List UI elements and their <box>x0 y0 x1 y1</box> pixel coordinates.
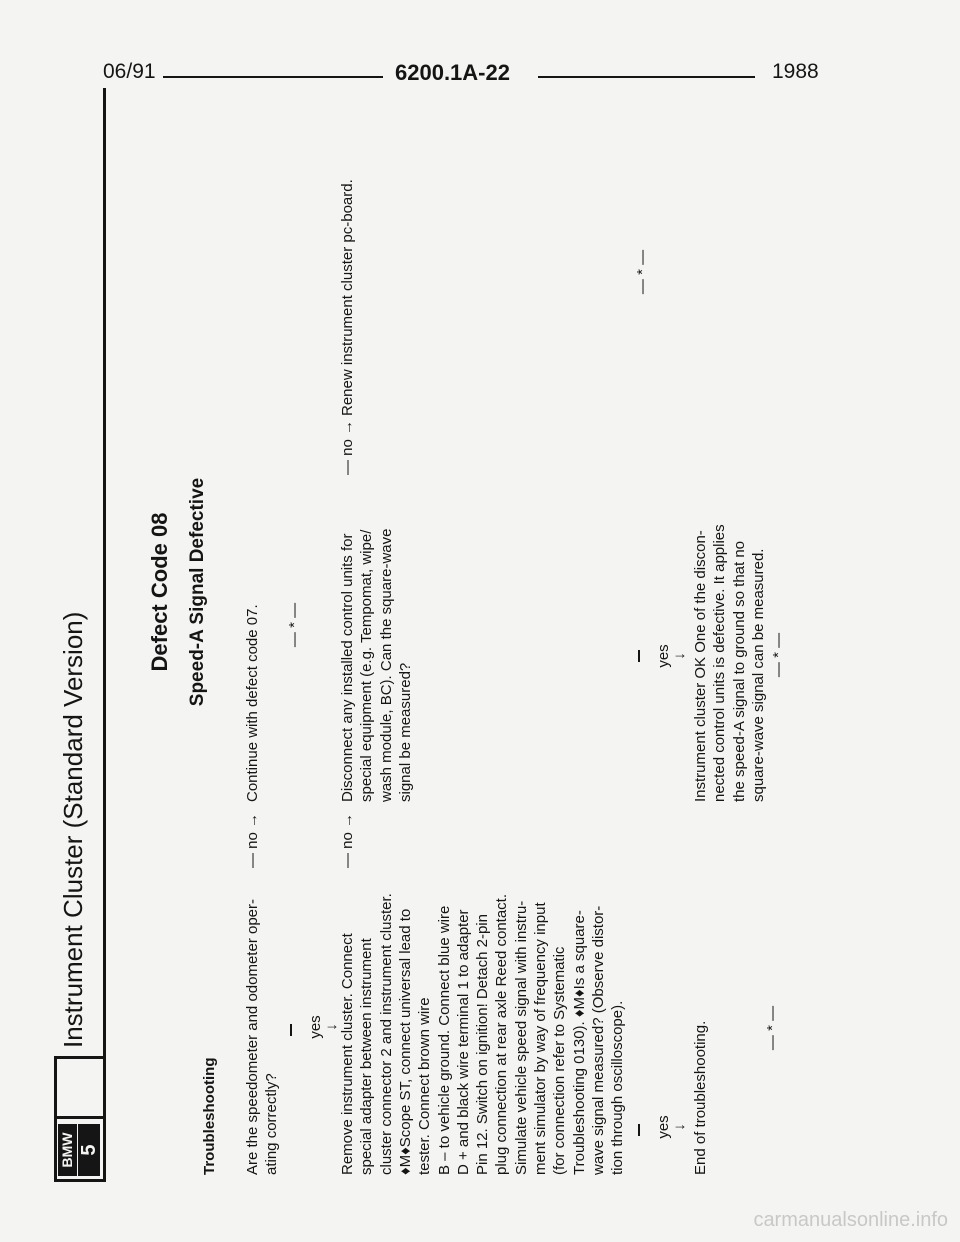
flow-line-1 <box>290 1024 292 1036</box>
step2-line-1: Remove instrument cluster. Connect <box>339 933 356 1175</box>
down-arrow-1: ↓ <box>323 1023 340 1031</box>
down-arrow-2: ↓ <box>671 1123 688 1131</box>
step2-line-7: D + and black wire terminal 1 to adapter <box>455 909 472 1175</box>
bmw-series-badge <box>54 1056 106 1182</box>
flow-line-2 <box>638 1124 640 1136</box>
step2-line-2: special adapter between instrument <box>358 938 375 1175</box>
step2-line-12: (for connection refer to Systematic <box>551 946 568 1175</box>
q1-line-2: ating correctly? <box>263 1073 280 1175</box>
header-year: 1988 <box>772 60 819 83</box>
badge-logo-cell <box>57 1116 103 1179</box>
no-branch-1: — no → <box>244 812 261 868</box>
page-title: Instrument Cluster (Standard Version) <box>58 611 88 1048</box>
down-arrow-3: ↓ <box>671 652 688 660</box>
ok-line-3: the speed-A signal to ground so that no <box>731 540 748 802</box>
section-heading: Troubleshooting <box>201 1057 218 1175</box>
ok-end-mark: — * — <box>770 632 787 678</box>
end-mark-3: — * — <box>634 249 651 295</box>
step2-line-9: plug connection at rear axle Reed contact. <box>493 893 510 1175</box>
step2-line-3: cluster connector 2 and instrument cluster. <box>378 893 395 1175</box>
flow-line-3 <box>638 650 640 662</box>
header-doc-code: 6200.1A-22 <box>395 60 510 85</box>
step2-line-14: wave signal measured? (Observe distor- <box>590 905 607 1175</box>
step2-line-11: ment simulator by way of frequency input <box>532 902 549 1175</box>
answer-1: Continue with defect code 07. <box>244 604 261 802</box>
step2-line-5: tester. Connect brown wire <box>416 997 433 1175</box>
defect-subtitle: Speed-A Signal Defective <box>187 477 208 707</box>
ok-line-2: nected control units is defective. It applies <box>711 524 728 802</box>
step3-line-3: wash module, BC). Can the square-wave <box>378 528 395 802</box>
yes-label-1: yes <box>307 1015 324 1039</box>
yes-label-2: yes <box>655 1115 672 1139</box>
step2-line-13: Troubleshooting 0130). ♦M♦Is a square- <box>571 910 588 1175</box>
badge-brand: BMW <box>58 1124 77 1176</box>
step3-line-2: special equipment (e.g. Tempomat, wipe/ <box>358 529 375 802</box>
step2-line-15: tion through oscilloscope). <box>609 1000 626 1175</box>
end-mark-1: — * — <box>286 602 303 648</box>
ok-line-4: square-wave signal can be measured. <box>750 548 767 802</box>
answer-3: Renew instrument cluster pc-board. <box>339 179 356 416</box>
end-of-troubleshooting: End of troubleshooting. <box>692 1020 709 1175</box>
no-branch-2: — no → <box>339 812 356 868</box>
step3-line-4: signal be measured? <box>397 662 414 802</box>
header-date: 06/91 <box>103 60 156 83</box>
no-branch-3: — no → <box>339 419 356 475</box>
badge-series: 5 <box>78 1124 100 1176</box>
yes-label-3: yes <box>655 644 672 668</box>
step2-line-10: Simulate vehicle speed signal with instru- <box>513 900 530 1175</box>
step2-line-4: ♦M♦Scope ST, connect universal lead to <box>397 908 414 1175</box>
end-mark-left: — * — <box>764 1005 781 1051</box>
q1-line-1: Are the speedometer and odometer oper- <box>244 899 261 1175</box>
step3-line-1: Disconnect any installed control units for <box>339 533 356 802</box>
ok-line-1: Instrument cluster OK One of the discon- <box>692 530 709 802</box>
step2-line-8: Pin 12. Switch on ignition! Detach 2-pin <box>474 914 491 1175</box>
step2-line-6: B – to vehicle ground. Connect blue wire <box>436 905 453 1175</box>
defect-title: Defect Code 08 <box>147 512 172 672</box>
watermark: carmanualsonline.info <box>753 1209 948 1231</box>
